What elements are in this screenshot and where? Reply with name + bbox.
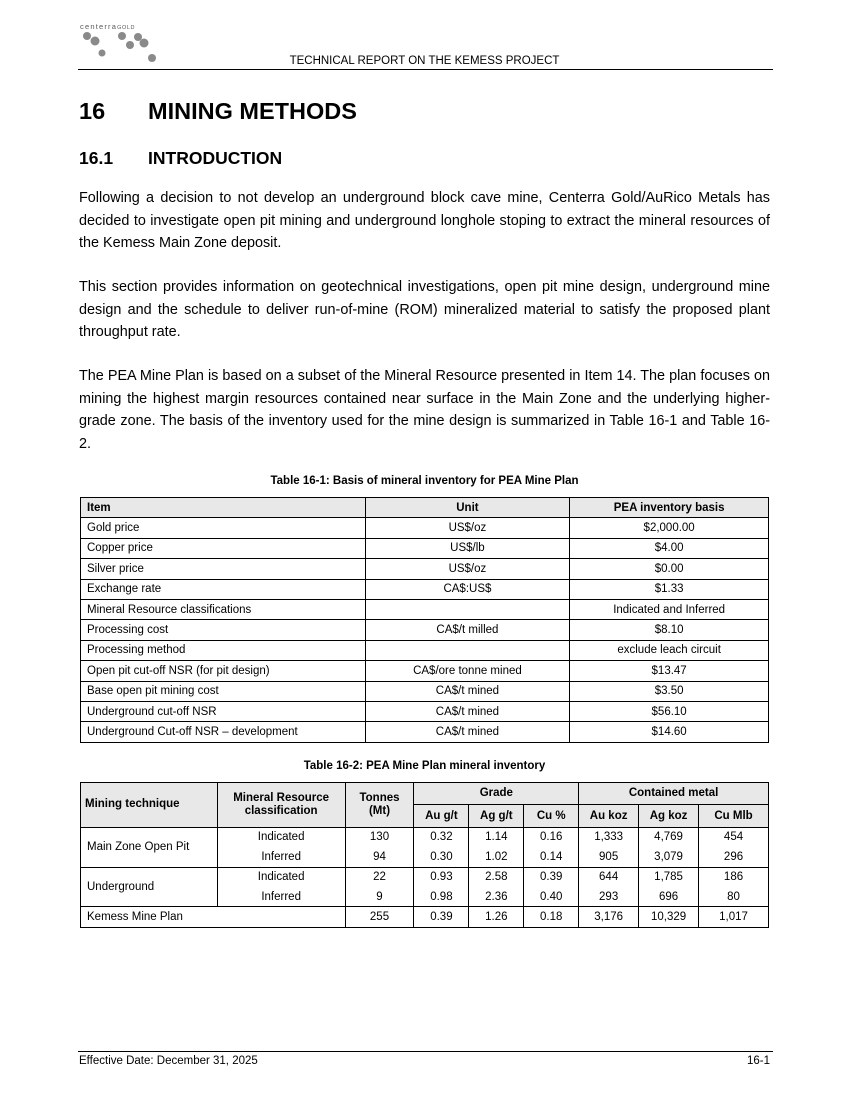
table-cell: 0.16 [524,827,579,847]
table-cell: 10,329 [639,907,699,927]
table1-caption: Table 16-1: Basis of mineral inventory for PEA Mine Plan [270,475,579,487]
table-total-row [81,907,769,927]
table-cell: 1,785 [639,867,699,887]
column-group-header: Contained metal [579,783,769,805]
column-header: Tonnes (Mt) [345,783,414,828]
table-cell: 4,769 [639,827,699,847]
table-header-row [81,783,769,805]
column-header: Unit [365,498,570,518]
column-header: Cu Mlb [699,805,769,827]
table-cell: CA$/ore tonne mined [365,661,570,681]
table-cell: $1.33 [570,579,769,599]
table-cell: $56.10 [570,701,769,721]
column-header: Au koz [579,805,639,827]
table-row [81,579,769,599]
logo-wordmark: centerraGOLD [80,22,136,31]
table-cell: 0.30 [414,847,469,867]
table-cell: CA$/t mined [365,722,570,742]
column-header: Mining technique [81,783,218,828]
table-cell: 3,176 [579,907,639,927]
table-cell: 696 [639,887,699,907]
column-group-header: Grade [414,783,579,805]
table-cell: US$/lb [365,538,570,558]
table-cell: Mineral Resource classifications [81,599,366,619]
subsection-number: 16.1 [79,148,114,168]
table-cell: Copper price [81,538,366,558]
table-row [81,640,769,660]
table-cell: Underground cut-off NSR [81,701,366,721]
table-row [81,559,769,579]
table-cell: 186 [699,867,769,887]
table-cell: 0.39 [524,867,579,887]
table-cell: Indicated [217,827,345,847]
table-cell: 296 [699,847,769,867]
table-cell: 0.93 [414,867,469,887]
table-cell: 80 [699,887,769,907]
column-header: PEA inventory basis [570,498,769,518]
table-row [81,661,769,681]
table-cell: 905 [579,847,639,867]
page-number: 16-1 [746,1055,770,1067]
table-cell: 0.14 [524,847,579,867]
table-cell: Base open pit mining cost [81,681,366,701]
table-cell: Processing cost [81,620,366,640]
table-cell: 0.18 [524,907,579,927]
table-cell: 1.02 [469,847,524,867]
table-row [81,538,769,558]
header-divider [78,69,773,70]
table-cell: Underground Cut-off NSR – development [81,722,366,742]
table-cell: $14.60 [570,722,769,742]
table-cell [365,599,570,619]
section-number: 16 [79,98,106,124]
table-cell: US$/oz [365,518,570,538]
table-cell: US$/oz [365,559,570,579]
table-cell: $13.47 [570,661,769,681]
table-row [81,867,769,887]
table-cell: 94 [345,847,414,867]
table-cell: Inferred [217,887,345,907]
table-cell: $3.50 [570,681,769,701]
table-row [81,827,769,847]
table-cell: 293 [579,887,639,907]
table-cell: 0.39 [414,907,469,927]
subsection-title: INTRODUCTION [148,148,283,168]
table-cell: 2.36 [469,887,524,907]
table-cell: CA$/t milled [365,620,570,640]
table-row [81,701,769,721]
table-cell: $2,000.00 [570,518,769,538]
table-cell: 9 [345,887,414,907]
paragraph-intro: Following a decision to not develop an underground block cave mine, Centerra Gold/AuRico Metals has decided to investigate open pit mining and underground longhole stoping to extract the mineral resources of the Kemess Main Zone deposit. [79,190,770,251]
paragraph-plan: The PEA Mine Plan is based on a subset of the Mineral Resource presented in Item 14. The plan focuses on mining the highest margin resources contained near surface in the Main Zone and the underlying higher-grade zone. The basis of the inventory used for the mine design is summarized in Table 16-1 and Table 16-2. [79,368,770,452]
report-title: TECHNICAL REPORT ON THE KEMESS PROJECT [289,55,560,67]
table2-caption: Table 16-2: PEA Mine Plan mineral inventory [303,760,546,772]
table-cell: exclude leach circuit [570,640,769,660]
table-cell: CA$:US$ [365,579,570,599]
table-cell: Kemess Mine Plan [81,907,346,927]
table-cell: 644 [579,867,639,887]
paragraph-scope: This section provides information on geotechnical investigations, open pit mine design, underground mine design and the schedule to deliver run-of-mine (ROM) mineralized material to satisfy the proposed plant throughput rate. [79,279,770,340]
table-header-row [81,498,769,518]
column-header: Item [81,498,366,518]
table-cell: 3,079 [639,847,699,867]
table-row [81,722,769,742]
table-cell: 0.40 [524,887,579,907]
table-cell: $4.00 [570,538,769,558]
mining-technique-cell: Main Zone Open Pit [81,827,218,867]
table-cell: Exchange rate [81,579,366,599]
subsection-heading [79,148,282,169]
column-header: Au g/t [414,805,469,827]
mineral-inventory-table [80,782,769,928]
table-cell: 454 [699,827,769,847]
table-cell: 1.26 [469,907,524,927]
table-cell: $0.00 [570,559,769,579]
table-cell: Silver price [81,559,366,579]
column-header: Cu % [524,805,579,827]
inventory-basis-table [80,497,769,743]
table-row [81,518,769,538]
table-cell: 1.14 [469,827,524,847]
table-cell: 130 [345,827,414,847]
footer-divider [78,1051,773,1052]
table-cell: Indicated and Inferred [570,599,769,619]
column-header: Ag g/t [469,805,524,827]
table-cell: Inferred [217,847,345,867]
table-cell: $8.10 [570,620,769,640]
table-cell: 1,017 [699,907,769,927]
table-cell: 0.32 [414,827,469,847]
table-cell: CA$/t mined [365,681,570,701]
effective-date: Effective Date: December 31, 2025 [79,1055,258,1067]
table-cell: Gold price [81,518,366,538]
mining-technique-cell: Underground [81,867,218,907]
table-cell: 255 [345,907,414,927]
table-cell: CA$/t mined [365,701,570,721]
column-header: Mineral Resource classification [217,783,345,828]
table-cell: 0.98 [414,887,469,907]
column-header: Ag koz [639,805,699,827]
table-row [81,620,769,640]
table-row [81,599,769,619]
table-cell: Processing method [81,640,366,660]
table-cell: 2.58 [469,867,524,887]
section-title: MINING METHODS [148,98,357,124]
table-row [81,681,769,701]
table-cell: 22 [345,867,414,887]
table-cell: Open pit cut-off NSR (for pit design) [81,661,366,681]
table-cell: Indicated [217,867,345,887]
table-cell [365,640,570,660]
section-heading [79,98,357,125]
table-cell: 1,333 [579,827,639,847]
